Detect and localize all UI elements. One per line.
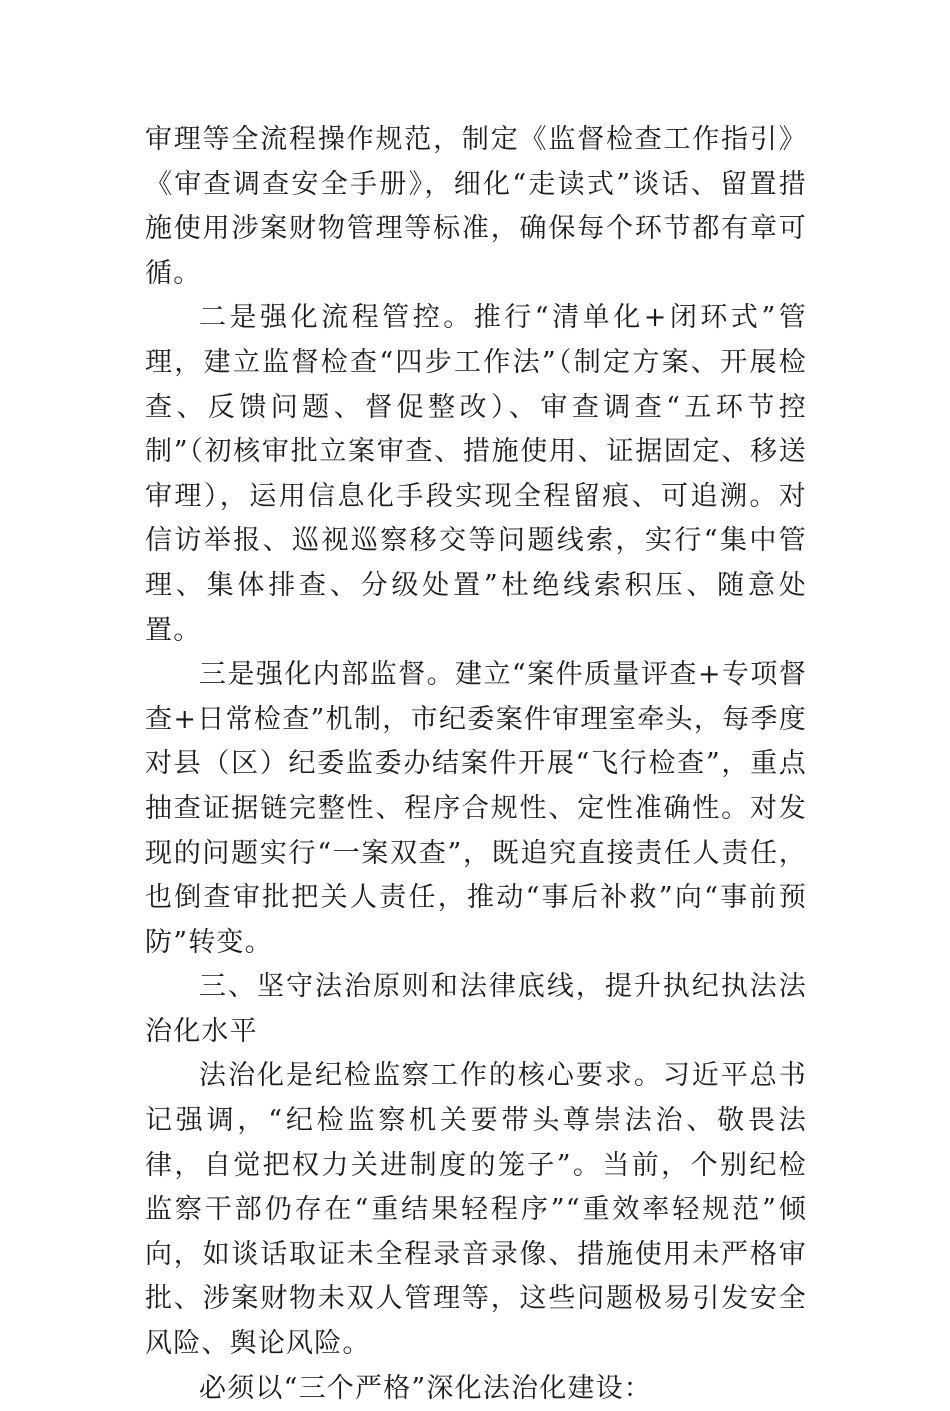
document-body (145, 118, 807, 1411)
section-heading-rule-of-law: 三、坚守法治原则和法律底线，提升执纪执法法治化水平 (145, 971, 807, 1047)
paragraph-process-control: 二是强化流程管控。推行“清单化+闭环式”管理，建立监督检查“四步工作法”（制定方案、开展检查、反馈问题、督促整改）、审查调查“五环节控制”（初核审批立案审查、措施使用、证据固定、移送审理），运用信息化手段实现全程留痕、可追溯。对信访举报、巡视巡察移交等问题线索，实行“集中管理、集体排查、分级处置”杜绝线索积压、随意处置。 (145, 302, 807, 646)
paragraph-continuation: 审理等全流程操作规范，制定《监督检查工作指引》《审查调查安全手册》，细化“走读式”谈话、留置措施使用涉案财物管理等标准，确保每个环节都有章可循。 (145, 124, 807, 289)
paragraph-rule-of-law: 法治化是纪检监察工作的核心要求。习近平总书记强调，“纪检监察机关要带头尊崇法治、敬畏法律，自觉把权力关进制度的笼子”。当前，个别纪检监察干部仍存在“重结果轻程序”“重效率轻规范”倾向，如谈话取证未全程录音录像、措施使用未严格审批、涉案财物未双人管理等，这些问题极易引发安全风险、舆论风险。 (145, 1060, 807, 1360)
paragraph-internal-supervision: 三是强化内部监督。建立“案件质量评查+专项督查+日常检查”机制，市纪委案件审理室牵头，每季度对县（区）纪委监委办结案件开展“飞行检查”，重点抽查证据链完整性、程序合规性、定性准确性。对发现的问题实行“一案双查”，既追究直接责任人责任，也倒查审批把关人责任，推动“事后补救”向“事前预防”转变。 (145, 659, 807, 958)
paragraph-three-strict: 必须以“三个严格”深化法治化建设： (199, 1372, 653, 1404)
